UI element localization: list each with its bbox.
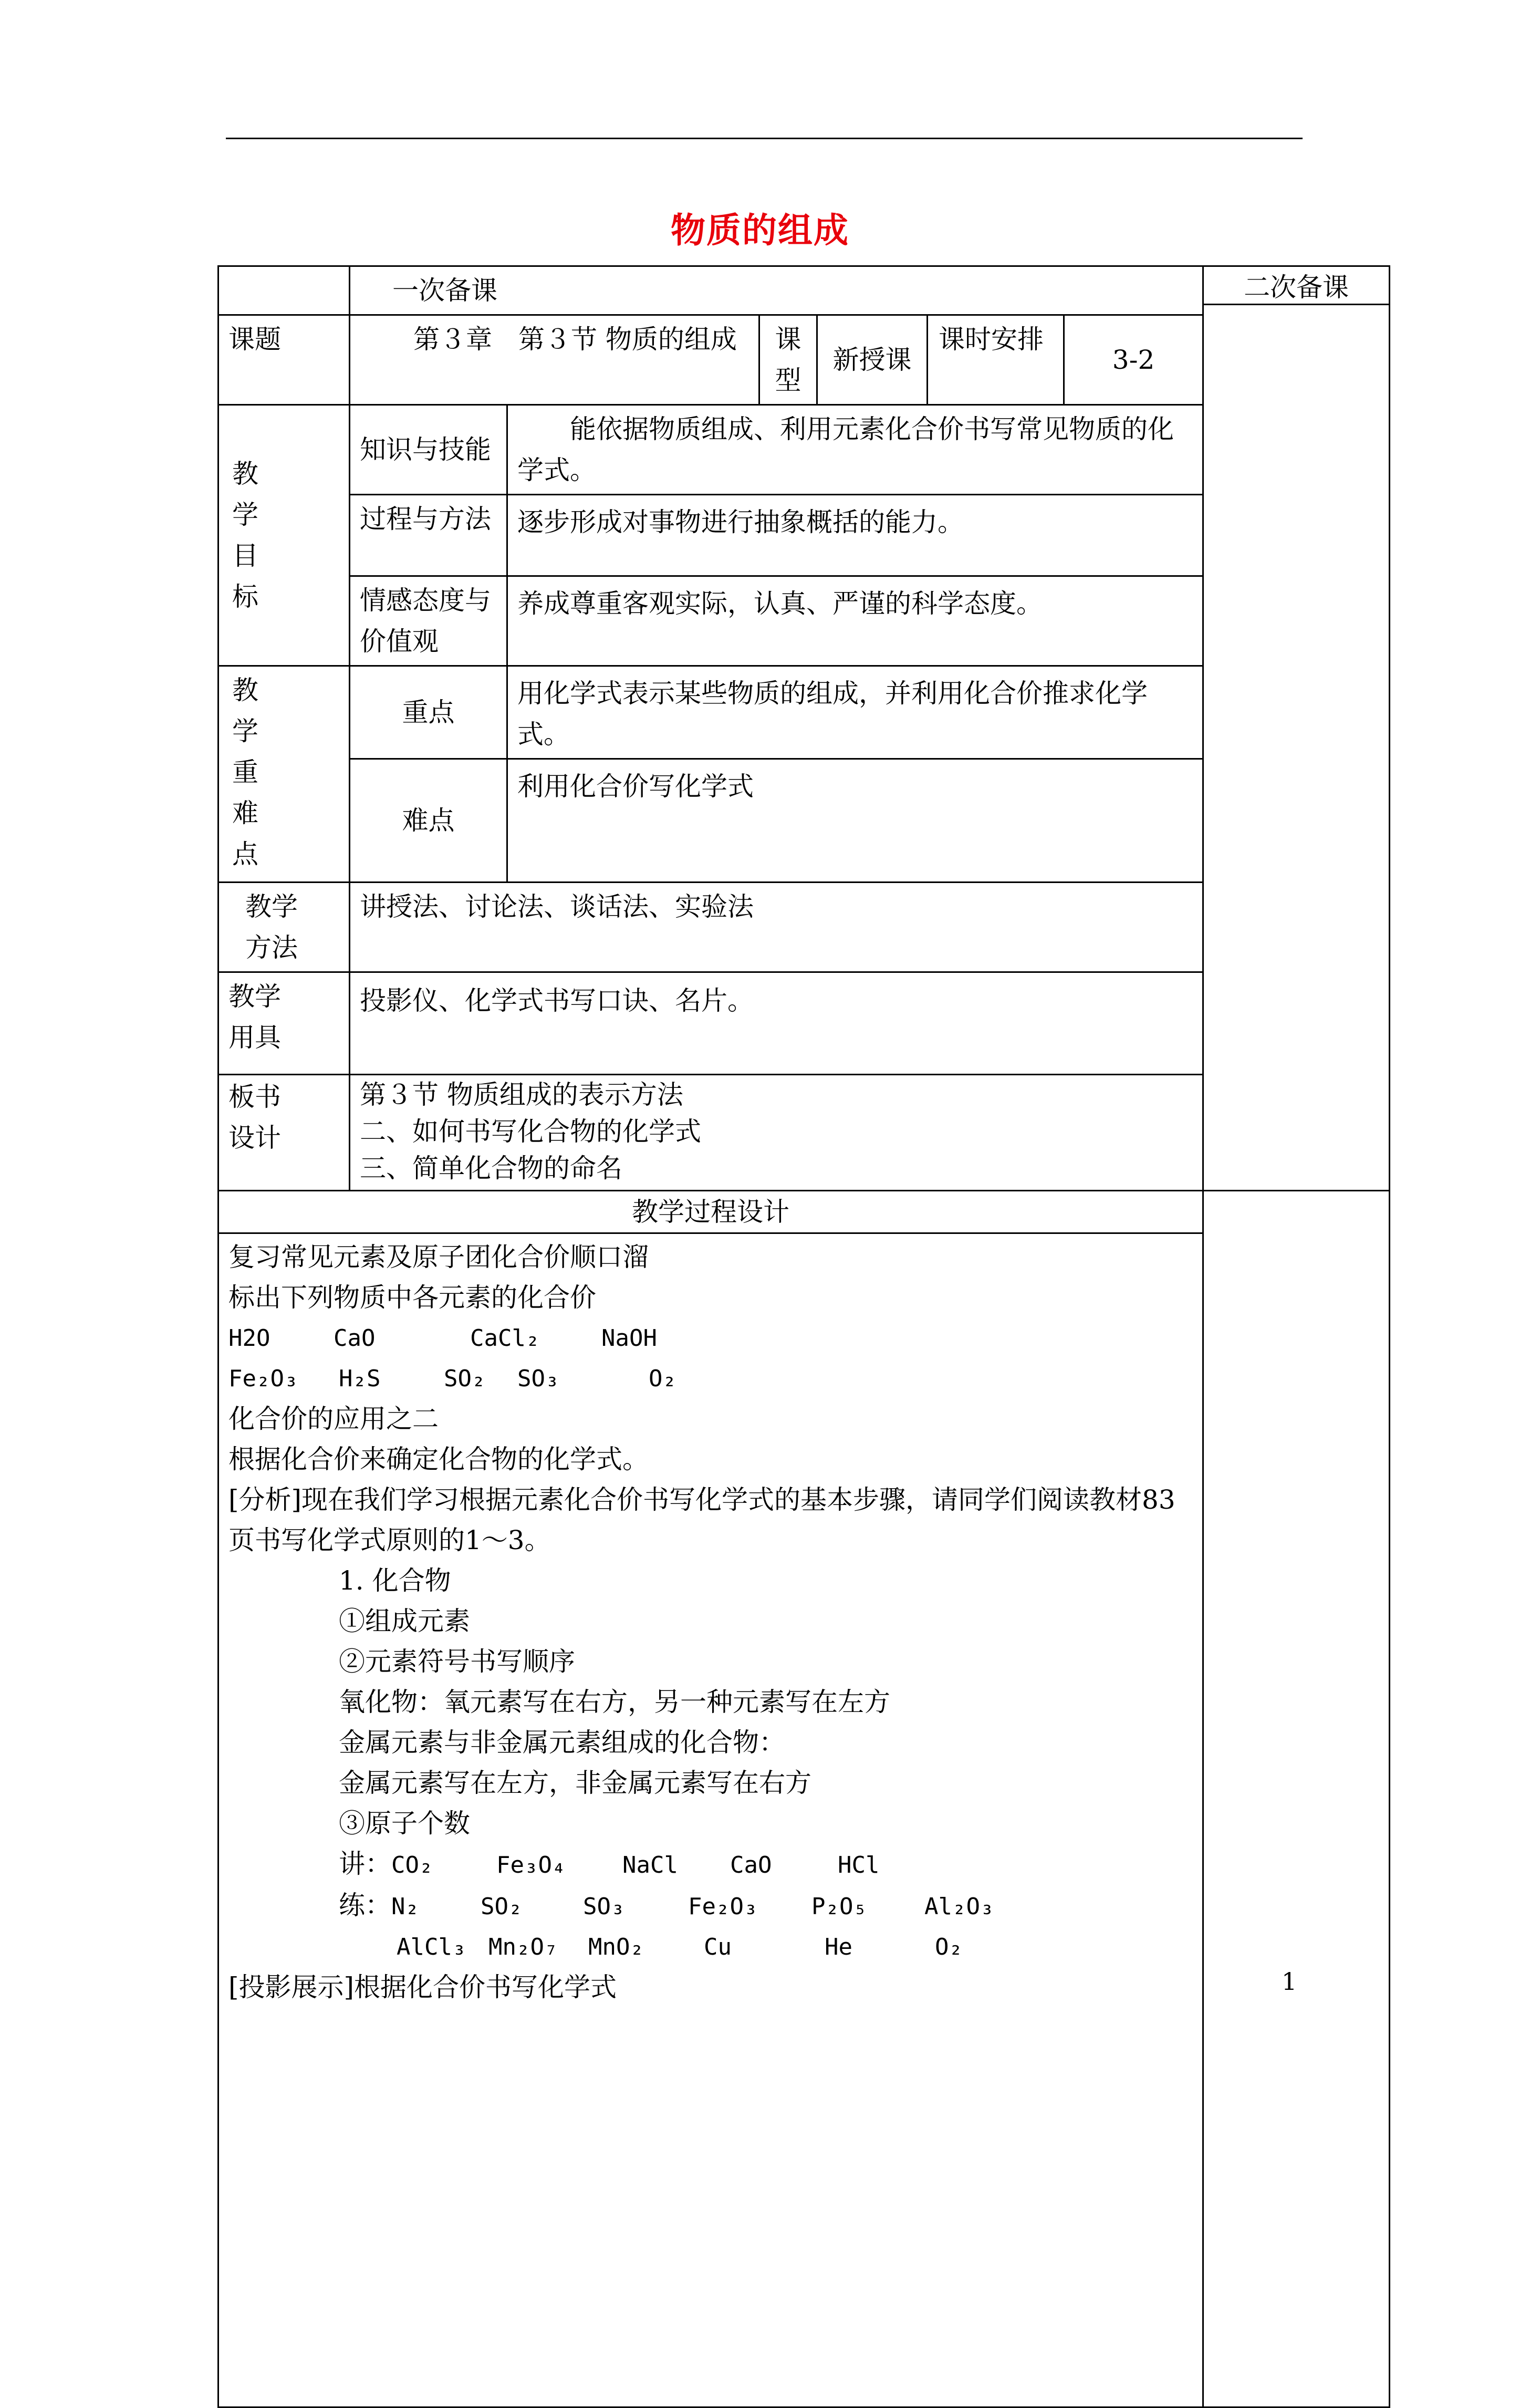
- board-line: 二、如何书写化合物的化学式: [360, 1116, 701, 1147]
- objective-process-text: 逐步形成对事物进行抽象概括的能力。: [507, 495, 1203, 576]
- class-hours-label: 课时安排: [928, 315, 1064, 405]
- formulas-row2: [228, 1358, 1193, 1399]
- formula: CaCl₂: [470, 1325, 540, 1352]
- header-row: [218, 266, 1390, 315]
- metal-rule2-line: 金属元素写在左方，非金属元素写在右方: [339, 1768, 811, 1798]
- formula: P₂O₅: [811, 1893, 867, 1920]
- formula: N₂: [391, 1893, 419, 1920]
- formula: H₂S: [339, 1365, 381, 1392]
- focus-label: 重点: [350, 666, 507, 759]
- objective-attitude-text: 养成尊重客观实际，认真、严谨的科学态度。: [507, 576, 1203, 666]
- formula: SO₃: [517, 1365, 559, 1392]
- class-hours-value: 3-2: [1064, 315, 1203, 405]
- item-b-line: ②元素符号书写顺序: [339, 1646, 575, 1677]
- formula: Fe₂O₃: [688, 1893, 758, 1920]
- formula: MnO₂: [588, 1934, 644, 1960]
- application-line: 化合价的应用之二: [228, 1404, 439, 1434]
- practice-line1: [228, 1885, 1193, 1927]
- formula: O₂: [649, 1365, 676, 1392]
- formula: CO₂: [391, 1852, 433, 1878]
- formula: Al₂O₃: [924, 1893, 994, 1920]
- lesson-type-label: 课型: [759, 315, 817, 405]
- header-rule: [226, 138, 1303, 139]
- document-title: 物质的组成: [671, 210, 849, 251]
- header-blank: [218, 266, 350, 315]
- first-prep-header: 一次备课: [350, 266, 1203, 315]
- second-prep-column: [1203, 266, 1390, 1191]
- second-prep-process-cell: [1203, 1191, 1390, 2407]
- oxide-rule-line: 氧化物：氧元素写在右方，另一种元素写在左方: [339, 1687, 890, 1717]
- objective-process-name: 过程与方法: [350, 495, 507, 576]
- determine-line: 根据化合价来确定化合物的化学式。: [228, 1444, 649, 1475]
- formula: He: [825, 1934, 852, 1960]
- method-text: 讲授法、讨论法、谈话法、实验法: [350, 883, 1203, 972]
- lecture-line: [228, 1844, 1193, 1885]
- board-label: 板书设计: [218, 1075, 350, 1191]
- formula: Mn₂O₇: [488, 1934, 558, 1960]
- topic-value: 第３章 第３节 物质的组成: [350, 315, 759, 405]
- page-number: 1: [1282, 1967, 1297, 1996]
- difficulty-label: 难点: [350, 759, 507, 883]
- formula: Cu: [704, 1934, 732, 1960]
- practice-label: 练：: [339, 1890, 391, 1921]
- formula: HCl: [838, 1852, 880, 1878]
- formula: CaO: [730, 1852, 772, 1878]
- formula: SO₃: [583, 1893, 625, 1920]
- projection-line: [投影展示]根据化合价书写化学式: [228, 1972, 617, 2002]
- formula: NaOH: [601, 1325, 657, 1352]
- formula: NaCl: [622, 1852, 678, 1878]
- objective-knowledge-name: 知识与技能: [350, 405, 507, 495]
- objective-attitude-name: 情感态度与价值观: [350, 576, 507, 666]
- item1-line: 1. 化合物: [339, 1565, 451, 1596]
- formulas-row1: [228, 1318, 1193, 1358]
- second-prep-header: 二次备课: [1204, 267, 1389, 305]
- formula: SO₂: [444, 1365, 486, 1392]
- objectives-label: 教学目标: [218, 405, 350, 666]
- difficulty-text: 利用化合价写化学式: [507, 759, 1203, 883]
- formula: AlCl₃: [397, 1934, 466, 1960]
- board-line: 三、简单化合物的命名: [360, 1153, 622, 1184]
- tools-label: 教学用具: [218, 972, 350, 1075]
- practice-line2: [228, 1927, 1193, 1967]
- key-points-label: 教学重难点: [218, 666, 350, 883]
- lesson-type-value: 新授课: [817, 315, 928, 405]
- method-label: 教学方法: [218, 883, 350, 972]
- analysis-paragraph: [分析]现在我们学习根据元素化合价书写化学式的基本步骤，请同学们阅读教材83页书写化学式原则的1～3。: [228, 1485, 1175, 1555]
- formula: Fe₂O₃: [228, 1365, 298, 1392]
- formula: H2O: [228, 1325, 270, 1352]
- process-content: [218, 1233, 1203, 2407]
- item-c-line: ③原子个数: [339, 1808, 470, 1839]
- board-lines: [350, 1075, 1203, 1191]
- formula: CaO: [334, 1325, 376, 1352]
- lesson-plan-table: [217, 265, 1390, 2408]
- formula: O₂: [935, 1934, 963, 1960]
- item-a-line: ①组成元素: [339, 1606, 470, 1636]
- focus-text: 用化学式表示某些物质的组成，并利用化合价推求化学式。: [507, 666, 1203, 759]
- lecture-label: 讲：: [339, 1849, 391, 1879]
- objective-knowledge-text: 能依据物质组成、利用元素化合价书写常见物质的化学式。: [507, 405, 1203, 495]
- process-heading: 教学过程设计: [218, 1191, 1203, 1233]
- tools-text: 投影仪、化学式书写口诀、名片。: [350, 972, 1203, 1075]
- formula: Fe₃O₄: [496, 1852, 566, 1878]
- process-heading-row: [218, 1191, 1390, 1233]
- topic-label: 课题: [218, 315, 350, 405]
- metal-rule-line: 金属元素与非金属元素组成的化合物：: [339, 1727, 785, 1758]
- board-line: 第３节 物质组成的表示方法: [360, 1080, 683, 1110]
- task-line: 标出下列物质中各元素的化合价: [228, 1282, 596, 1313]
- review-line: 复习常见元素及原子团化合价顺口溜: [228, 1242, 649, 1272]
- formula: SO₂: [481, 1893, 523, 1920]
